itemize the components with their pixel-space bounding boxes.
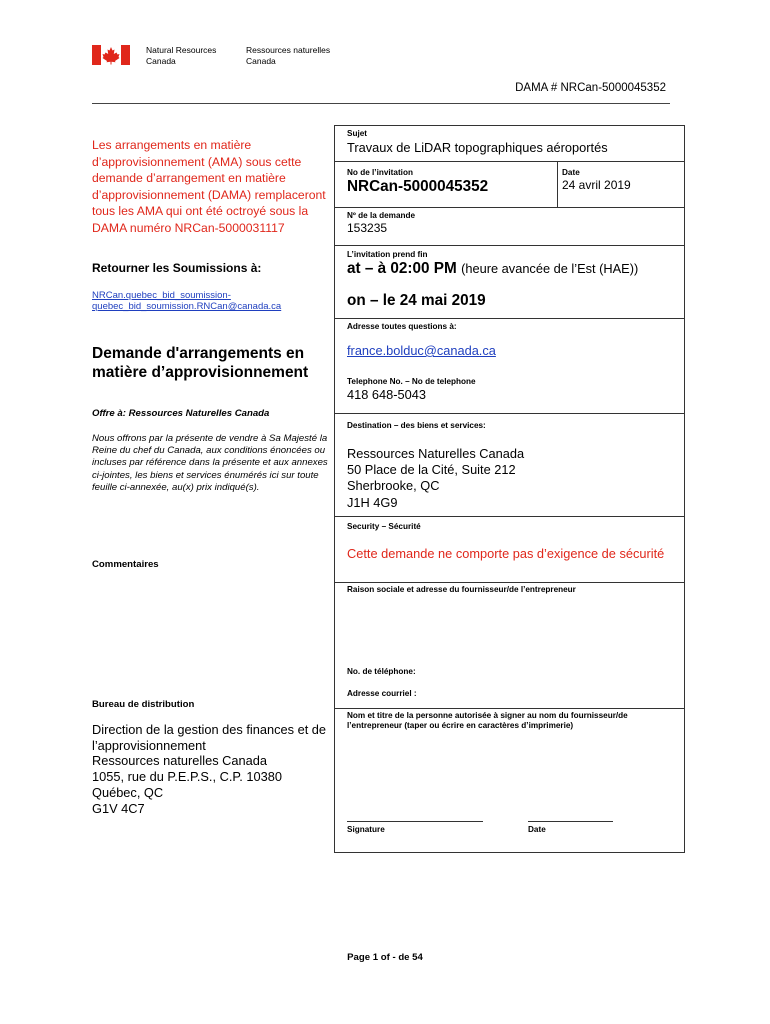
offre-label: Offre à: Ressources Naturelles Canada [92,408,270,419]
page-title [92,345,332,382]
signature-line [347,821,483,822]
form-divider [334,245,685,246]
sujet-label: Sujet [347,129,368,138]
destination-line: 50 Place de la Cité, Suite 212 [347,462,516,478]
securite-value: Cette demande ne comporte pas d’exigence de sécurité [347,546,665,561]
bureau-label: Bureau de distribution [92,699,195,710]
bureau-line: Québec, QC [92,784,164,800]
destination-line: Sherbrooke, QC [347,478,440,494]
form-divider [334,516,685,517]
fin-time-rest: (heure avancée de l’Est (HAE)) [461,261,639,276]
page-number: Page 1 of - de 54 [347,952,423,963]
title-line1: Demande d'arrangements en [92,345,305,362]
tel-fournisseur-label: No. de téléphone: [347,667,416,676]
ama-notice: Les arrangements en matière d’approvisionnement (AMA) sous cette demande d’arrangement en matière d’approvisionnement (DAMA) remplaceront tous les AMA qui ont été octroyé sous la DAMA numéro NRCan-5000031117 [92,138,326,235]
fin-date: on – le 24 mai 2019 [347,292,486,309]
destination-line: Ressources Naturelles Canada [347,446,525,461]
signature-label: Signature [347,825,385,834]
questions-label: Adresse toutes questions à: [347,322,457,331]
date-label: Date [562,168,580,177]
fin-time [347,260,638,278]
dama-number: DAMA # NRCan-5000045352 [515,82,666,94]
bureau-line: l’approvisionnement [92,737,206,753]
form-divider [334,161,685,162]
bureau-address [92,722,332,816]
destination-line: J1H 4G9 [347,494,398,510]
invitation-value: NRCan-5000045352 [347,178,489,195]
date-divider [557,161,558,207]
bureau-line: G1V 4C7 [92,800,145,816]
retour-email-line1: NRCan.quebec_bid_soumission- [92,290,231,301]
telephone-label: Telephone No. – No de telephone [347,377,476,386]
securite-label: Security – Sécurité [347,522,421,531]
retour-label: Retourner les Soumissions à: [92,261,262,275]
raison-label: Raison sociale et adresse du fournisseur/de l’entrepreneur [347,585,576,594]
org-name-en [146,45,216,66]
title-line2: matière d’approvisionnement [92,363,309,381]
retour-email-link[interactable] [92,290,332,312]
sig-date-line [528,821,613,822]
canada-flag-icon [92,45,130,65]
header-divider [92,103,670,104]
org-fr-line2: Canada [246,55,276,66]
form-divider [334,207,685,208]
form-divider [334,708,685,709]
destination-label: Destination – des biens et services: [347,421,486,430]
fin-time-bold: at – à 02:00 PM [347,260,457,277]
org-name-fr [246,45,330,66]
form-divider [334,582,685,583]
bureau-line: 1055, rue du P.E.P.S., C.P. 10380 [92,769,282,785]
demande-label: Nº de la demande [347,211,416,220]
nom-titre-label: Nom et titre de la personne autorisée à signer au nom du fournisseur/de l’entrepreneur (taper ou écrire en caractères d’imprimerie) [347,711,628,730]
bureau-line: Direction de la gestion des finances et de [92,722,327,737]
destination-address [347,446,524,511]
org-en-line2: Canada [146,55,176,66]
commentaires-label: Commentaires [92,559,159,570]
retour-email-line2: quebec_bid_soumission.RNCan@canada.ca [92,301,282,313]
demande-value: 153235 [347,221,388,235]
org-fr-line1: Ressources naturelles [246,45,331,55]
telephone-value: 418 648-5043 [347,387,426,402]
date-value: 24 avril 2019 [562,178,631,192]
form-divider [334,413,685,414]
fin-label: L’invitation prend fin [347,250,428,259]
form-divider [334,318,685,319]
questions-email-link[interactable]: france.bolduc@canada.ca [347,343,496,358]
invitation-label: No de l’invitation [347,168,413,177]
bureau-line: Ressources naturelles Canada [92,753,267,769]
sig-date-label: Date [528,825,546,834]
org-en-line1: Natural Resources [146,45,217,55]
sujet-value: Travaux de LiDAR topographiques aéroportés [347,140,608,155]
courriel-label: Adresse courriel : [347,689,417,698]
offre-text: Nous offrons par la présente de vendre à Sa Majesté la Reine du chef du Canada, aux conditions énoncées ou incluses par référence dans la présente et aux annexes ci-jointes, les biens et services énumérés ici sur toute feuille ci-annexée, au(x) prix indiqué(s). [92,433,328,493]
